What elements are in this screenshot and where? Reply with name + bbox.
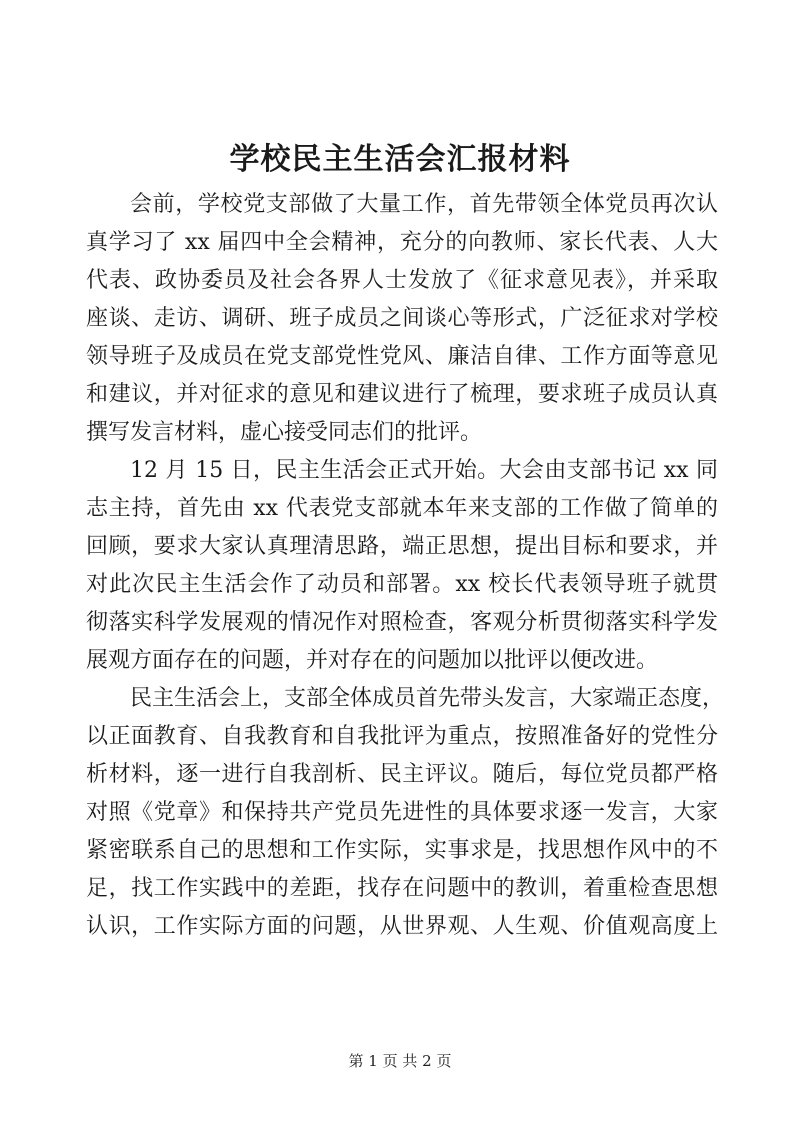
paragraph-line: 真学习了 xx 届四中全会精神，充分的向教师、家长代表、人大 (86, 230, 718, 255)
paragraph-line: 足，找工作实践中的差距，找存在问题中的教训，着重检查思想 (86, 876, 718, 901)
paragraph-line: 对照《党章》和保持共产党员先进性的具体要求逐一发言，大家 (86, 800, 718, 825)
paragraph-line: 紧密联系自己的思想和工作实际，实事求是，找思想作风中的不 (86, 838, 718, 863)
paragraph-line: 彻落实科学发展观的情况作对照检查，客观分析贯彻落实科学发 (86, 610, 718, 635)
paragraph-line: 以正面教育、自我教育和自我批评为重点，按照准备好的党性分 (86, 724, 718, 749)
paragraph-line: 析材料，逐一进行自我剖析、民主评议。随后，每位党员都严格 (86, 762, 718, 787)
paragraph-line: 和建议，并对征求的意见和建议进行了梳理，要求班子成员认真 (86, 382, 718, 407)
paragraph-line: 撰写发言材料，虚心接受同志们的批评。 (86, 420, 483, 445)
paragraph-line: 12 月 15 日，民主生活会正式开始。大会由支部书记 xx 同 (130, 458, 718, 483)
paragraph-line: 认识，工作实际方面的问题，从世界观、人生观、价值观高度上 (86, 914, 718, 939)
page-indicator: 第 1 页 共 2 页 (348, 1052, 452, 1070)
document-title: 学校民主生活会汇报材料 (229, 142, 571, 177)
paragraph-3 (86, 680, 725, 946)
paragraph-line: 对此次民主生活会作了动员和部署。xx 校长代表领导班子就贯 (86, 572, 718, 597)
paragraph-1 (86, 186, 718, 452)
paragraph-line: 民主生活会上，支部全体成员首先带头发言，大家端正态度， (130, 686, 725, 711)
paragraph-line: 志主持，首先由 xx 代表党支部就本年来支部的工作做了简单的 (86, 496, 718, 521)
paragraph-line: 代表、政协委员及社会各界人士发放了《征求意见表》，并采取 (86, 268, 718, 293)
paragraph-line: 领导班子及成员在党支部党性党风、廉洁自律、工作方面等意见 (86, 344, 718, 369)
paragraph-line: 展观方面存在的问题，并对存在的问题加以批评以便改进。 (86, 648, 659, 673)
paragraph-line: 座谈、走访、调研、班子成员之间谈心等形式，广泛征求对学校 (86, 306, 718, 331)
paragraph-2 (86, 452, 718, 680)
document-body (86, 186, 725, 946)
paragraph-line: 会前，学校党支部做了大量工作，首先带领全体党员再次认 (130, 192, 718, 217)
paragraph-line: 回顾，要求大家认真理清思路，端正思想，提出目标和要求，并 (86, 534, 718, 559)
